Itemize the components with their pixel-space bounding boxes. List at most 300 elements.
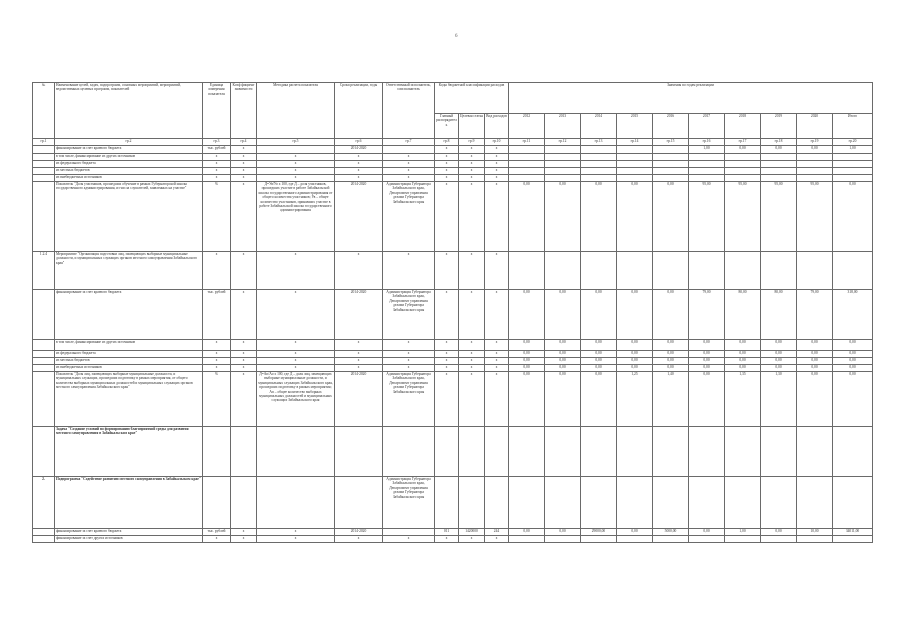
table-cell: 10,00	[797, 529, 833, 536]
table-cell: х	[231, 340, 257, 351]
table-cell	[459, 477, 485, 529]
table-cell	[689, 175, 725, 182]
table-cell	[689, 168, 725, 175]
table-cell: х	[231, 536, 257, 543]
column-number-cell: гр.9	[459, 139, 485, 146]
table-cell: х	[231, 252, 257, 290]
table-cell: х	[459, 252, 485, 290]
table-cell	[33, 154, 55, 161]
table-row	[33, 252, 873, 290]
table-cell: 1,00	[833, 146, 873, 154]
table-cell	[509, 161, 545, 168]
table-cell: 0,00	[833, 351, 873, 358]
table-cell: 0,00	[797, 146, 833, 154]
table-cell	[617, 536, 653, 543]
column-number-cell: гр.5	[257, 139, 335, 146]
subprogram-title: Подпрограмма "Содействие развитию местного самоуправления в Забайкальском крае"	[55, 477, 203, 529]
table-cell: 0,00	[797, 358, 833, 365]
header-method: Методика расчета показателя	[257, 83, 335, 139]
table-cell	[725, 252, 761, 290]
table-cell: 0,00	[689, 365, 725, 372]
table-cell	[257, 427, 335, 477]
table-cell: финансирование за счет краевого бюджета	[55, 529, 203, 536]
table-cell: х	[459, 358, 485, 365]
table-cell: 2014-2020	[335, 290, 383, 340]
subprogram-executor: Администрация Губернатора Забайкальского края, Департамент управления делами Губернатора Забайкальского края	[383, 477, 435, 529]
table-cell: х	[231, 372, 257, 427]
column-number-cell: гр.12	[545, 139, 581, 146]
table-cell	[581, 146, 617, 154]
table-cell: 1420000	[459, 529, 485, 536]
table-cell	[545, 252, 581, 290]
table-cell	[617, 427, 653, 477]
table-cell: 1,00	[725, 529, 761, 536]
table-cell: в том числе, финансирование из других источников	[55, 154, 203, 161]
table-row	[33, 358, 873, 365]
table-row	[33, 154, 873, 161]
table-cell: х	[485, 290, 509, 340]
table-cell: 5000,00	[653, 529, 689, 536]
table-cell: финансирование за счет краевого бюджета	[55, 146, 203, 154]
table-cell: х	[231, 175, 257, 182]
table-cell: х	[435, 161, 459, 168]
table-cell: 0,00	[797, 365, 833, 372]
table-cell	[509, 168, 545, 175]
column-number-cell: гр.3	[203, 139, 231, 146]
table-cell	[797, 536, 833, 543]
header-row	[33, 83, 873, 114]
table-cell: 2014-2020	[335, 182, 383, 252]
table-cell: х	[335, 536, 383, 543]
table-cell	[33, 427, 55, 477]
table-cell: х	[231, 182, 257, 252]
table-cell: х	[257, 529, 335, 536]
table-cell	[335, 477, 383, 529]
table-cell: х	[383, 536, 435, 543]
table-cell	[653, 252, 689, 290]
table-cell: х	[485, 351, 509, 358]
table-cell	[459, 427, 485, 477]
subprogram-row	[33, 477, 873, 529]
table-cell	[761, 154, 797, 161]
table-cell: 0,00	[833, 358, 873, 365]
table-cell: 0,00	[689, 529, 725, 536]
header-unit: Единица измерения показателя	[203, 83, 231, 139]
table-cell	[833, 161, 873, 168]
table-cell: 318,00	[833, 290, 873, 340]
table-cell	[653, 477, 689, 529]
table-cell: х	[231, 358, 257, 365]
table-cell	[509, 477, 545, 529]
table-cell	[797, 161, 833, 168]
table-cell	[689, 427, 725, 477]
table-cell: х	[231, 351, 257, 358]
table-row	[33, 182, 873, 252]
column-number-cell: гр.8	[435, 139, 459, 146]
table-cell: из местных бюджетов	[55, 168, 203, 175]
table-cell: х	[485, 536, 509, 543]
table-cell	[545, 175, 581, 182]
header-name: Наименование целей, задач, подпрограмм, основных мероприятий, мероприятий, ведомственных целевых программ, показателей	[55, 83, 203, 139]
table-row	[33, 365, 873, 372]
table-cell: 1,25	[617, 372, 653, 427]
table-cell: 80,00	[725, 290, 761, 340]
table-cell	[653, 536, 689, 543]
table-cell: х	[203, 175, 231, 182]
table-cell: х	[435, 351, 459, 358]
table-cell	[33, 358, 55, 365]
table-cell	[653, 161, 689, 168]
table-cell: тыс. рублей	[203, 146, 231, 154]
table-cell: 0,00	[509, 182, 545, 252]
table-cell	[581, 161, 617, 168]
header-year: 2013	[545, 114, 581, 139]
table-cell: х	[203, 252, 231, 290]
table-cell: 244	[485, 529, 509, 536]
table-cell: 0,00	[509, 529, 545, 536]
table-cell: х	[459, 351, 485, 358]
header-code-type: Вид расходов	[485, 114, 509, 139]
table-cell: х	[435, 358, 459, 365]
table-cell: 0,00	[509, 372, 545, 427]
table-cell: х	[383, 358, 435, 365]
page-number: 6	[455, 34, 458, 39]
table-cell	[485, 427, 509, 477]
table-cell: х	[459, 372, 485, 427]
table-cell: 0,00	[545, 372, 581, 427]
table-cell: 95,00	[761, 182, 797, 252]
table-cell: Показатель "Доля лиц, замещающих выборные муниципальные должности, и муниципальных служащих, прошедших подготовку в рамках мероприятия, от общего количества выборных муниципальных должностей и муниципальных служащих органов местного самоуправления Забайкальского края"	[55, 372, 203, 427]
table-cell: 34011,00	[833, 529, 873, 536]
table-cell	[33, 290, 55, 340]
table-cell	[33, 146, 55, 154]
header-year: 2016	[653, 114, 689, 139]
table-cell	[725, 427, 761, 477]
table-cell	[725, 477, 761, 529]
table-cell	[33, 536, 55, 543]
table-cell: Д=Ап/Ао х 100, где Д – доля лиц, замещающих выборные муниципальные должности, и муниципальных служащих Забайкальского края, прошедших подготовку в рамках мероприятия; Ап – общее количество выборных муниципальных должностей и муниципальных служащих Забайкальского края	[257, 372, 335, 427]
table-cell	[33, 529, 55, 536]
header-code-main: Главный распорядитель	[435, 114, 459, 139]
table-cell: х	[459, 182, 485, 252]
table-cell	[509, 252, 545, 290]
table-cell: х	[459, 161, 485, 168]
table-cell: х	[485, 372, 509, 427]
table-cell: 0,00	[617, 351, 653, 358]
table-cell: х	[203, 161, 231, 168]
table-row	[33, 175, 873, 182]
table-cell: финансирование за счет других источников	[55, 536, 203, 543]
table-cell	[725, 536, 761, 543]
table-cell	[545, 427, 581, 477]
table-cell	[33, 182, 55, 252]
header-period: Сроки реализации, годы	[335, 83, 383, 139]
table-cell: 0,00	[617, 358, 653, 365]
table-cell	[581, 175, 617, 182]
column-number-cell: гр.18	[761, 139, 797, 146]
table-cell	[203, 477, 231, 529]
table-cell: 95,00	[689, 182, 725, 252]
table-cell	[761, 175, 797, 182]
table-cell: х	[435, 536, 459, 543]
table-cell	[509, 154, 545, 161]
table-cell: %	[203, 372, 231, 427]
table-cell: Администрация Губернатора Забайкальского края, Департамент управления делами Губернатора Забайкальского края	[383, 372, 435, 427]
table-cell: тыс. рублей	[203, 529, 231, 536]
table-cell: х	[435, 154, 459, 161]
table-cell: 0,00	[797, 351, 833, 358]
table-cell: х	[231, 365, 257, 372]
table-cell: 0,00	[581, 182, 617, 252]
table-cell: из местных бюджетов	[55, 358, 203, 365]
table-cell: х	[435, 365, 459, 372]
table-cell	[509, 146, 545, 154]
table-row	[33, 529, 873, 536]
table-cell: х	[435, 252, 459, 290]
table-cell: 0,00	[833, 182, 873, 252]
table-row	[33, 372, 873, 427]
table-cell: 0,00	[653, 340, 689, 351]
table-cell	[231, 427, 257, 477]
table-cell: Д=Ув/Уо х 100, где Д – доля участников, прошедших участие в работе Забайкальской школы государственного администрирования от общего количества участников; Ув – общее количество участников, принявших участие в работе Забайкальской школы государственного администрирования	[257, 182, 335, 252]
table-cell: 011	[435, 529, 459, 536]
table-cell: х	[335, 365, 383, 372]
table-cell: х	[257, 351, 335, 358]
table-cell	[257, 477, 335, 529]
table-cell	[545, 168, 581, 175]
table-cell	[581, 536, 617, 543]
table-cell: 0,00	[689, 351, 725, 358]
table-cell: 0,00	[761, 340, 797, 351]
table-cell: в том числе, финансирование из других источников	[55, 340, 203, 351]
table-cell: х	[383, 252, 435, 290]
table-cell: х	[383, 365, 435, 372]
table-cell: х	[203, 340, 231, 351]
table-cell	[761, 252, 797, 290]
table-cell: из федерального бюджета	[55, 161, 203, 168]
table-cell: х	[383, 340, 435, 351]
table-cell: х	[203, 365, 231, 372]
table-cell: 0,00	[509, 365, 545, 372]
table-cell: 0,00	[653, 182, 689, 252]
table-cell: финансирование за счет краевого бюджета	[55, 290, 203, 340]
table-cell	[833, 154, 873, 161]
table-cell: х	[335, 168, 383, 175]
table-cell: х	[203, 168, 231, 175]
table-cell	[833, 168, 873, 175]
table-cell	[653, 175, 689, 182]
table-cell: 0,00	[761, 529, 797, 536]
header-total: Итого	[833, 114, 873, 139]
table-cell: х	[435, 340, 459, 351]
header-coef: Коэф фициент значимости	[231, 83, 257, 139]
table-cell	[797, 154, 833, 161]
table-cell: х	[257, 161, 335, 168]
table-cell: х	[383, 154, 435, 161]
table-cell	[545, 536, 581, 543]
table-cell: х	[203, 351, 231, 358]
table-cell: 0,00	[689, 372, 725, 427]
table-cell	[797, 427, 833, 477]
table-cell: 95,00	[725, 182, 761, 252]
table-cell: х	[459, 146, 485, 154]
table-cell: х	[231, 168, 257, 175]
table-cell: 0,00	[545, 351, 581, 358]
table-cell	[653, 168, 689, 175]
table-cell	[725, 161, 761, 168]
table-cell	[33, 351, 55, 358]
table-cell: х	[257, 168, 335, 175]
column-number-cell: гр.2	[55, 139, 203, 146]
table-cell: тыс. рублей	[203, 290, 231, 340]
table-cell: х	[231, 529, 257, 536]
table-cell: 0,00	[761, 351, 797, 358]
table-cell	[833, 175, 873, 182]
table-cell: х	[257, 358, 335, 365]
table-cell	[545, 161, 581, 168]
table-cell: 0,00	[581, 365, 617, 372]
table-cell	[545, 146, 581, 154]
table-cell: х	[335, 351, 383, 358]
table-cell: х	[231, 146, 257, 154]
table-cell: 2014-2020	[335, 372, 383, 427]
header-year: 2019	[761, 114, 797, 139]
table-cell: х	[257, 290, 335, 340]
table-cell: 0,00	[725, 340, 761, 351]
table-cell	[435, 477, 459, 529]
table-cell: из внебюджетных источников	[55, 175, 203, 182]
table-cell: 0,00	[653, 358, 689, 365]
table-cell: 2014-2020	[335, 529, 383, 536]
table-cell	[617, 161, 653, 168]
table-cell: Администрация Губернатора Забайкальского края, Департамент управления делами Губернатора Забайкальского края	[383, 290, 435, 340]
header-year: 2017	[689, 114, 725, 139]
table-cell: х	[335, 161, 383, 168]
header-code-article: Целевая статья	[459, 114, 485, 139]
table-row	[33, 536, 873, 543]
table-cell: х	[485, 182, 509, 252]
table-cell: 0,00	[833, 372, 873, 427]
table-cell	[689, 161, 725, 168]
table-cell: х	[459, 175, 485, 182]
table-cell: х	[335, 175, 383, 182]
table-cell: 0,00	[653, 351, 689, 358]
table-cell: 1.2.4	[33, 252, 55, 290]
table-cell	[725, 154, 761, 161]
table-cell: 0,00	[617, 365, 653, 372]
table-cell: х	[203, 358, 231, 365]
header-num: №	[33, 83, 55, 139]
table-cell	[383, 146, 435, 154]
table-row	[33, 168, 873, 175]
table-cell: х	[335, 340, 383, 351]
table-cell: 0,00	[545, 290, 581, 340]
table-cell: х	[485, 168, 509, 175]
table-cell	[203, 427, 231, 477]
table-cell	[581, 477, 617, 529]
table-cell	[797, 252, 833, 290]
column-number-cell: гр.10	[485, 139, 509, 146]
table-cell: 80,00	[761, 290, 797, 340]
table-cell: 0,00	[725, 146, 761, 154]
header-executor: Ответственный исполнитель, соисполнитель	[383, 83, 435, 139]
table-cell: 0,00	[761, 146, 797, 154]
table-cell	[761, 536, 797, 543]
table-cell: 0,00	[581, 351, 617, 358]
table-cell	[725, 168, 761, 175]
column-number-cell: гр.19	[797, 139, 833, 146]
table-cell: х	[485, 161, 509, 168]
table-cell	[761, 168, 797, 175]
table-cell: 0,00	[689, 358, 725, 365]
table-cell: 0,00	[689, 340, 725, 351]
table-cell	[581, 154, 617, 161]
table-cell: х	[435, 168, 459, 175]
table-cell: 79,00	[797, 290, 833, 340]
table-cell: 2014-2020	[335, 146, 383, 154]
header-year: 2012	[509, 114, 545, 139]
table-cell	[435, 427, 459, 477]
column-number-cell: гр.20	[833, 139, 873, 146]
table-cell	[725, 175, 761, 182]
table-cell: 0,00	[581, 340, 617, 351]
table-cell	[33, 340, 55, 351]
table-cell	[689, 252, 725, 290]
table-cell	[617, 154, 653, 161]
column-number-row	[33, 139, 873, 146]
task-row	[33, 427, 873, 477]
table-cell	[797, 175, 833, 182]
subprogram-number: 2.	[33, 477, 55, 529]
table-cell: х	[485, 358, 509, 365]
table-cell: из внебюджетных источников	[55, 365, 203, 372]
table-cell: х	[383, 351, 435, 358]
header-year: 2014	[581, 114, 617, 139]
table-cell	[581, 252, 617, 290]
table-cell	[833, 427, 873, 477]
table-cell: х	[383, 175, 435, 182]
table-cell: 1,35	[725, 372, 761, 427]
table-cell: 1,40	[653, 372, 689, 427]
table-cell: х	[485, 340, 509, 351]
table-row	[33, 161, 873, 168]
table-cell	[761, 427, 797, 477]
table-cell: х	[459, 365, 485, 372]
table-cell	[509, 175, 545, 182]
table-cell	[33, 175, 55, 182]
table-cell: х	[485, 175, 509, 182]
table-cell	[33, 161, 55, 168]
table-cell: х	[383, 168, 435, 175]
table-row	[33, 340, 873, 351]
table-cell	[617, 477, 653, 529]
table-cell: 0,00	[545, 182, 581, 252]
table-cell: 0,00	[761, 365, 797, 372]
table-cell: 0,00	[545, 358, 581, 365]
column-number-cell: гр.14	[617, 139, 653, 146]
table-cell: %	[203, 182, 231, 252]
table-cell	[653, 146, 689, 154]
table-cell	[653, 427, 689, 477]
table-cell	[617, 168, 653, 175]
table-cell: х	[435, 146, 459, 154]
column-number-cell: гр.17	[725, 139, 761, 146]
table-cell	[833, 252, 873, 290]
table-cell	[509, 536, 545, 543]
program-indicators-table	[32, 82, 873, 543]
table-cell: 0,00	[617, 340, 653, 351]
table-cell	[833, 536, 873, 543]
